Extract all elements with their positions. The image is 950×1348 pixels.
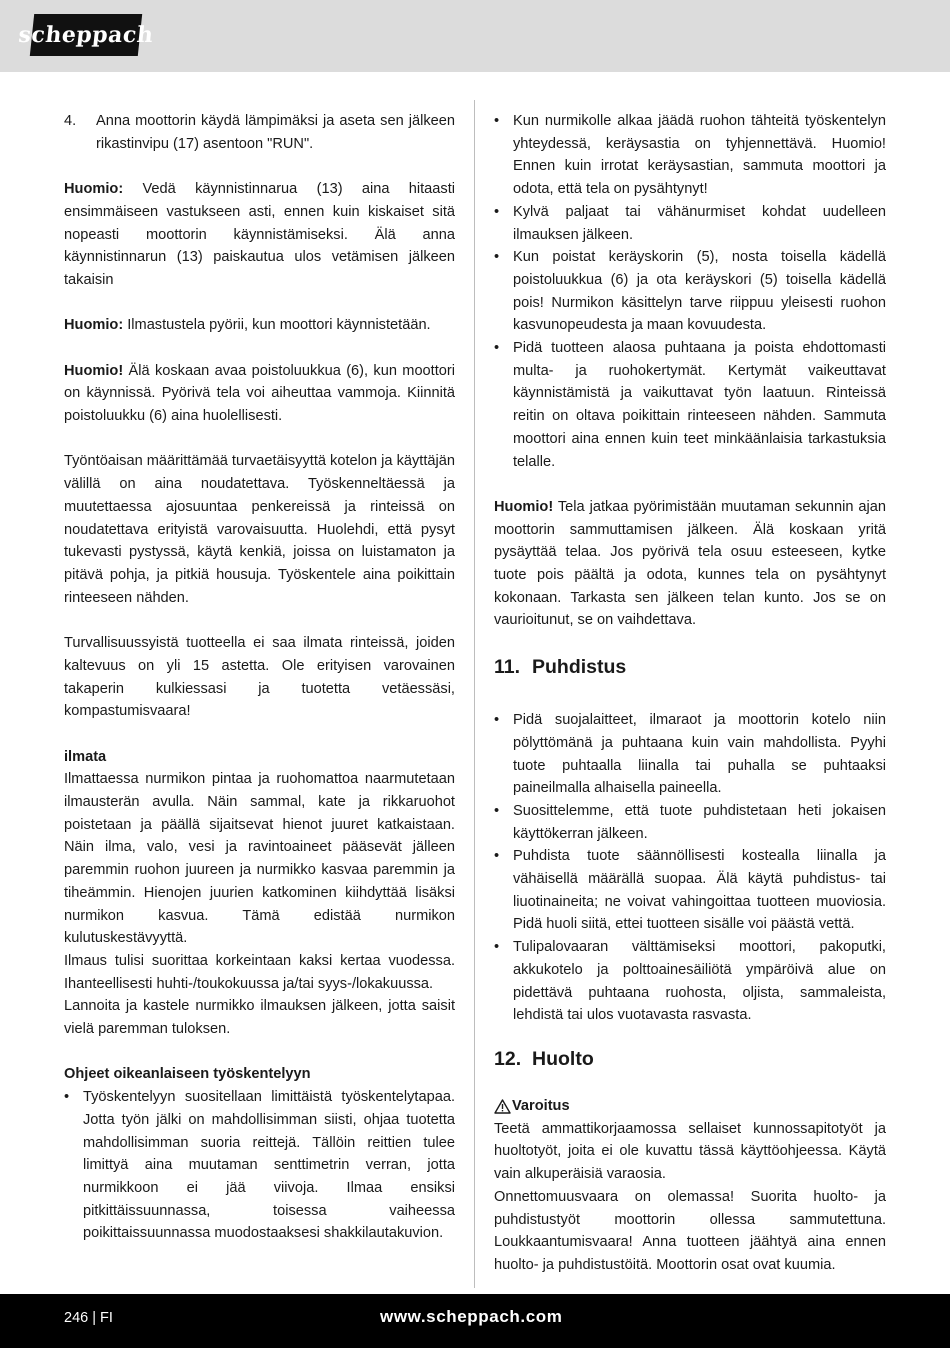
note-label: Huomio: bbox=[64, 317, 124, 334]
left-column bbox=[64, 110, 455, 1245]
section-heading-cleaning bbox=[494, 655, 886, 679]
ilmata-paragraph-3: Lannoita ja kastele nurmikko ilmauksen jälkeen, jotta saisit vielä paremman tuloksen. bbox=[64, 998, 455, 1038]
list-item: • Kun nurmikolle alkaa jäädä ruohon tähteitä työskentelyn yhteydessä, keräysastia on tyhjennettävä. Huomio! Ennen kuin irrotat keräysastian, sammuta moottori ja odota, että tela on pysähtynyt! bbox=[494, 110, 886, 201]
note-text: Vedä käynnistinnarua (13) aina hitaasti ensimmäiseen vastukseen asti, ennen kuin kiskaiset sitä nopeasti moottorin käynnistämiseksi. Älä anna käynnistinnarun (13) paiskautua ulos vetämisen jälkeen takaisin bbox=[64, 181, 455, 288]
warning-label: Varoitus bbox=[512, 1098, 570, 1114]
list-item: • Pidä suojalaitteet, ilmaraot ja moottorin kotelo niin pölyttömänä ja puhtaana kuin vain mahdollista. Pyyhi tuote puhtaalla liinalla tai puhalla se puhtaaksi paineilmalla alhaisella paineella. bbox=[494, 709, 886, 800]
step-number: 4. bbox=[64, 113, 77, 129]
list-item: • Pidä tuotteen alaosa puhtaana ja poista ehdottomasti multa- ja ruohokertymät. Kertymät vaikeuttavat käynnistämistä ja vaikuttavat työn laatuun. Rinteissä reitin on oltava poikittain rinteeseen nähden. Sammuta moottori aina ennen kuin teet minkäänlaisia tarkastuksia telalle. bbox=[494, 337, 886, 473]
header-bar bbox=[0, 0, 950, 72]
list-item: • Kylvä paljaat tai vähänurmiset kohdat uudelleen ilmauksen jälkeen. bbox=[494, 201, 886, 246]
note-label: Huomio! bbox=[64, 362, 124, 379]
list-item: • Suosittelemme, että tuote puhdistetaan heti jokaisen käyttökerran jälkeen. bbox=[494, 800, 886, 845]
section-number: 12. bbox=[494, 1048, 522, 1070]
brand-logo bbox=[17, 14, 155, 56]
note-label: Huomio! bbox=[494, 498, 554, 515]
step-text: Anna moottorin käydä lämpimäksi ja aseta sen jälkeen rikastinvipu (17) asentoon "RUN". bbox=[96, 113, 455, 152]
ilmata-heading: ilmata bbox=[64, 748, 107, 765]
maintenance-paragraph-1: Teetä ammattikorjaamossa sellaiset kunnossapitotyöt ja huoltotyöt, joita ei ole kuvattu tässä käyttöohjeessa. Käytä vain alkuperäisiä varaosia. bbox=[494, 1120, 886, 1183]
ilmata-paragraph-1: Ilmattaessa nurmikon pintaa ja ruohomattoa naarmutetaan ilmausterän avulla. Näin sammal, kate ja rikkaruohot poistetaan ja päällä sijaitsevat hienot juuret katkaistaan. Näin ilma, valo, vesi ja ravintoaineet pääsevät jälleen paremmin ruohon juureen ja nurmikko kasvaa paremmin ja tiheämmin. Hienojen juurien katkominen kiihdyttää lisäksi nurmikon kasvua. Tämä edistää nurmikon kulutuskestävyyttä. bbox=[64, 771, 455, 947]
logo-text: scheppach bbox=[17, 22, 155, 48]
list-item: • Puhdista tuote säännöllisesti kostealla liinalla ja vähäisellä määrällä suopaa. Älä käytä puhdistus- tai liuotinaineita; ne voivat vahingoittaa tuotteen muoviosia. Pidä huoli siitä, ettei tuotteen sisälle voi päästä vettä. bbox=[494, 845, 886, 936]
section-heading-maintenance bbox=[494, 1047, 886, 1071]
cleaning-list bbox=[494, 709, 886, 1027]
page-number: 246 | FI bbox=[64, 1310, 113, 1326]
section-title: Puhdistus bbox=[532, 656, 627, 679]
note-label: Huomio: bbox=[64, 181, 124, 198]
footer-bar bbox=[0, 1294, 950, 1348]
note-roller-rotates bbox=[64, 314, 455, 337]
note-discharge-flap bbox=[64, 360, 455, 428]
note-text: Älä koskaan avaa poistoluukkua (6), kun moottori on käynnissä. Pyörivä tela voi aiheuttaa vammoja. Kiinnitä poistoluukku (6) aina huolellisesti. bbox=[64, 362, 455, 425]
operation-tips-list bbox=[494, 110, 886, 473]
work-instructions-list bbox=[64, 1086, 455, 1245]
note-roller-stop bbox=[494, 496, 886, 632]
section-number: 11. bbox=[494, 656, 521, 679]
right-column bbox=[494, 110, 886, 1277]
ilmata-paragraph-2: Ilmaus tulisi suorittaa korkeintaan kaksi kertaa vuodessa. Ihanteellisesti huhti-/toukokuussa ja/tai syys-/lokakuussa. bbox=[64, 952, 455, 992]
work-instructions-heading: Ohjeet oikeanlaiseen työskentelyyn bbox=[64, 1066, 311, 1083]
website-link[interactable]: www.scheppach.com bbox=[380, 1307, 563, 1326]
note-starter-cord bbox=[64, 178, 455, 292]
column-divider bbox=[474, 100, 475, 1288]
step-4 bbox=[64, 110, 455, 155]
warning-heading bbox=[494, 1095, 886, 1118]
section-title: Huolto bbox=[532, 1048, 594, 1070]
list-item: • Kun poistat keräyskorin (5), nosta toisella kädellä poistoluukkua (6) ja ota keräyskori (5) toisella kädellä pois! Nurmikon käsittelyn tarve riippuu yleisesti ruohon kasvunopeudesta ja maan kovuudesta. bbox=[494, 246, 886, 337]
safety-distance-paragraph: Työntöaisan määrittämää turvaetäisyyttä kotelon ja käyttäjän välillä on aina noudatettava. Työskenneltäessä ja muutettaessa ajosuuntaa penkereissä ja rinteissä on noudatettava erityistä varovaisuutta. Huolehdi, että pysyt tukevasti pystyssä, käytä kenkiä, joissa on luistamaton ja pitävä pohja, ja pitkiä housuja. Työskentele aina poikittain rinteeseen nähden. bbox=[64, 453, 455, 606]
list-item: • Työskentelyyn suositellaan limittäistä työskentelytapaa. Jotta työn jälki on mahdollisimman siisti, ohjaa tuotetta mahdollisimman suoria reittejä. Tällöin reittien tulee limittyä aina muutaman senttimetrin verran, jotta nurmikkoon ei jää viivoja. Ilmaa ensiksi pitkittäissuunnassa, toisessa vaiheessa poikittaissuunnassa muodostaaksesi shakkilautakuvion. bbox=[64, 1086, 455, 1245]
note-text: Tela jatkaa pyörimistään muutaman sekunnin ajan moottorin sammuttamisen jälkeen. Älä koskaan yritä pysäyttää telaa. Jos pyörivä tela osuu esteeseen, kytke tuote pois päältä ja odota, kunnes tela on pysähtynyt kokonaan. Tarkasta sen jälkeen telan kunto. Jos se on vaurioitunut, se on vaihdettava. bbox=[494, 498, 886, 629]
list-item: • Tulipalovaaran välttämiseksi moottori, pakoputki, akkukotelo ja polttoainesäiliötä ympäröivä alue on pidettävä puhtaana ruohosta, oljista, sammaleista, lehdistä tai ulos vuotavasta rasvasta. bbox=[494, 936, 886, 1027]
note-text: Ilmastustela pyörii, kun moottori käynnistetään. bbox=[123, 317, 431, 334]
maintenance-paragraph-2: Onnettomuusvaara on olemassa! Suorita huolto- ja puhdistustyöt moottorin ollessa sammutettuna. Loukkaantumisvaara! Anna tuotteen jäähtyä aina ennen huolto- ja puhdistustöitä. Moottorin osat ovat kuumia. bbox=[494, 1188, 886, 1273]
warning-triangle-icon bbox=[494, 1099, 511, 1114]
slope-paragraph: Turvallisuussyistä tuotteella ei saa ilmata rinteissä, joiden kaltevuus on yli 15 astetta. Ole erityisen varovainen takaperin kulkiessasi ja tuotetta vetäessäsi, kompastumisvaara! bbox=[64, 635, 455, 720]
